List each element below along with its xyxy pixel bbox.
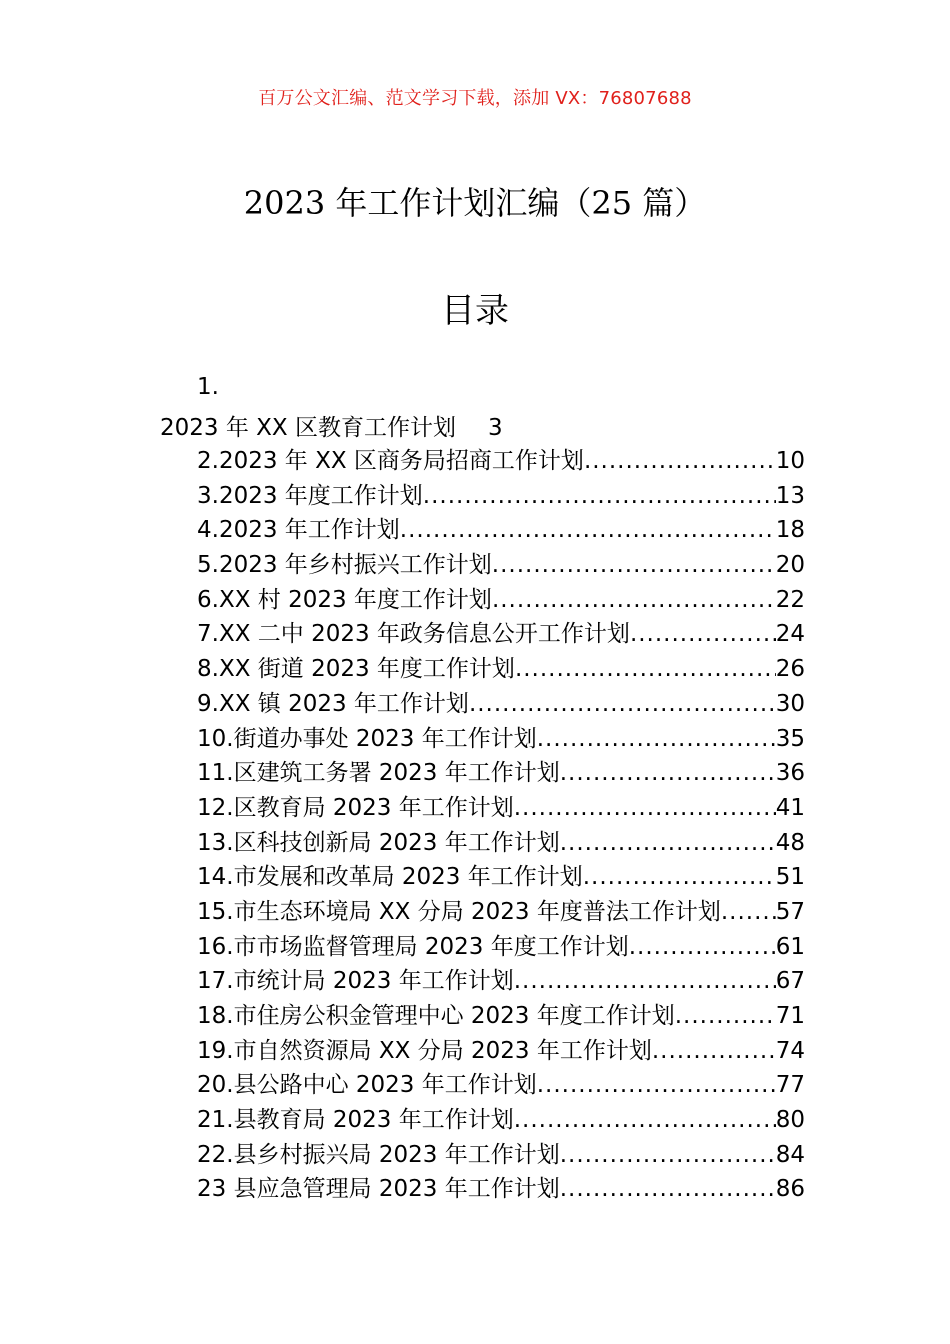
toc-entry-label: 23 县应急管理局 2023 年工作计划	[197, 1176, 560, 1203]
toc-dot-leader	[560, 756, 776, 791]
toc-entry[interactable]	[197, 1068, 805, 1103]
toc-entry[interactable]	[197, 722, 805, 757]
toc-entry[interactable]	[197, 895, 805, 930]
toc-entry[interactable]	[197, 687, 805, 722]
toc-entry-label: 17.市统计局 2023 年工作计划	[197, 968, 514, 995]
toc-dot-leader	[514, 1103, 776, 1138]
toc-entry-page: 22	[775, 586, 805, 613]
toc-entry[interactable]	[197, 444, 805, 479]
toc-entry-label: 13.区科技创新局 2023 年工作计划	[197, 829, 560, 856]
toc-dot-leader	[560, 826, 776, 861]
toc-entry[interactable]	[197, 652, 805, 687]
toc-entry-label: 21.县教育局 2023 年工作计划	[197, 1107, 514, 1134]
toc-entry-page: 71	[775, 1003, 805, 1029]
toc-dot-leader	[560, 1138, 776, 1173]
toc-entry-label: 5.2023 年乡村振兴工作计划	[197, 552, 492, 579]
toc-entry-page: 80	[775, 1107, 805, 1134]
toc-entry-label: 14.市发展和改革局 2023 年工作计划	[197, 864, 583, 891]
document-title: 2023 年工作计划汇编（25 篇）	[243, 184, 707, 222]
toc-entry-label: 7.XX 二中 2023 年政务信息公开工作计划	[197, 621, 630, 648]
toc-entry[interactable]	[197, 513, 805, 548]
toc-entry[interactable]	[197, 583, 805, 618]
toc-entry[interactable]	[197, 1103, 805, 1138]
toc-entry-label: 2.2023 年 XX 区商务局招商工作计划	[197, 448, 584, 474]
toc-entry-page: 61	[775, 933, 805, 960]
toc-entry-page: 84	[775, 1141, 805, 1168]
toc-entry[interactable]	[197, 1172, 805, 1207]
toc-first-number[interactable]: 1.	[197, 374, 219, 400]
toc-entry[interactable]	[197, 756, 805, 791]
toc-entry-page: 26	[775, 656, 805, 683]
toc-entry[interactable]	[197, 964, 805, 999]
toc-entry-page: 51	[775, 864, 805, 891]
toc-entry-page: 30	[775, 690, 805, 717]
toc-entry-label: 8.XX 街道 2023 年度工作计划	[197, 656, 515, 683]
toc-entry[interactable]	[197, 479, 805, 514]
toc-entry[interactable]	[197, 930, 805, 965]
toc-entry[interactable]	[197, 617, 805, 652]
toc-first-entry[interactable]	[160, 409, 503, 442]
toc-entry[interactable]	[197, 999, 805, 1034]
toc-entry-label: 18.市住房公积金管理中心 2023 年度工作计划	[197, 1003, 675, 1029]
toc-dot-leader	[537, 1068, 776, 1103]
toc-entry-page: 20	[775, 552, 805, 579]
toc-dot-leader	[629, 930, 776, 965]
toc-dot-leader	[400, 513, 776, 548]
promo-banner: 百万公文汇编、范文学习下载，添加 VX：76807688	[258, 88, 692, 109]
toc-entry-page: 67	[775, 968, 805, 995]
toc-entry-page: 3	[487, 415, 503, 441]
toc-entry-label: 2023 年 XX 区教育工作计划	[160, 415, 456, 441]
toc-entry-page: 10	[775, 448, 805, 474]
toc-entry-page: 57	[775, 898, 805, 925]
toc-dot-leader	[515, 652, 776, 687]
toc-entry-page: 86	[775, 1176, 805, 1203]
toc-entry-page: 74	[775, 1037, 805, 1064]
toc-entry[interactable]	[197, 1034, 805, 1069]
toc-entry-page: 36	[775, 760, 805, 787]
toc-dot-leader	[630, 617, 776, 652]
toc-entry-label: 9.XX 镇 2023 年工作计划	[197, 690, 469, 717]
toc-dot-leader	[492, 548, 776, 583]
toc-entry[interactable]	[197, 548, 805, 583]
toc-entry-label: 12.区教育局 2023 年工作计划	[197, 794, 514, 821]
toc-entry-page: 35	[775, 725, 805, 752]
toc-entry-label: 22.县乡村振兴局 2023 年工作计划	[197, 1141, 560, 1168]
toc-dot-leader	[469, 687, 776, 722]
toc-entry-page: 41	[775, 794, 805, 821]
toc-entry-label: 11.区建筑工务署 2023 年工作计划	[197, 760, 560, 787]
toc-dot-leader	[675, 999, 776, 1034]
toc-entry-page: 24	[775, 621, 805, 648]
toc-entry[interactable]	[197, 860, 805, 895]
toc-dot-leader	[652, 1034, 776, 1069]
toc-dot-leader	[721, 895, 776, 930]
toc-entry-page: 18	[775, 517, 805, 544]
toc-entry-label: 20.县公路中心 2023 年工作计划	[197, 1072, 537, 1099]
toc-entry-label: 4.2023 年工作计划	[197, 517, 400, 544]
toc-dot-leader	[537, 722, 776, 757]
toc-entry-label: 15.市生态环境局 XX 分局 2023 年度普法工作计划	[197, 898, 721, 925]
toc-dot-leader	[560, 1172, 776, 1207]
toc-entry-label: 16.市市场监督管理局 2023 年度工作计划	[197, 933, 629, 960]
toc-list	[197, 444, 805, 1207]
toc-entry-page: 48	[775, 829, 805, 856]
toc-dot-leader	[514, 791, 776, 826]
toc-dot-leader	[514, 964, 776, 999]
toc-entry[interactable]	[197, 1138, 805, 1173]
toc-dot-leader	[583, 860, 776, 895]
toc-entry-label: 10.街道办事处 2023 年工作计划	[197, 725, 537, 752]
toc-entry-page: 13	[775, 482, 805, 509]
toc-entry-label: 6.XX 村 2023 年度工作计划	[197, 586, 492, 613]
toc-entry[interactable]	[197, 791, 805, 826]
toc-dot-leader	[423, 479, 776, 514]
toc-dot-leader	[492, 583, 776, 618]
toc-heading: 目录	[441, 291, 509, 331]
toc-entry-label: 19.市自然资源局 XX 分局 2023 年工作计划	[197, 1037, 652, 1064]
toc-entry-page: 77	[775, 1072, 805, 1099]
toc-entry-label: 3.2023 年度工作计划	[197, 482, 423, 509]
toc-dot-leader	[584, 444, 776, 479]
toc-entry[interactable]	[197, 826, 805, 861]
